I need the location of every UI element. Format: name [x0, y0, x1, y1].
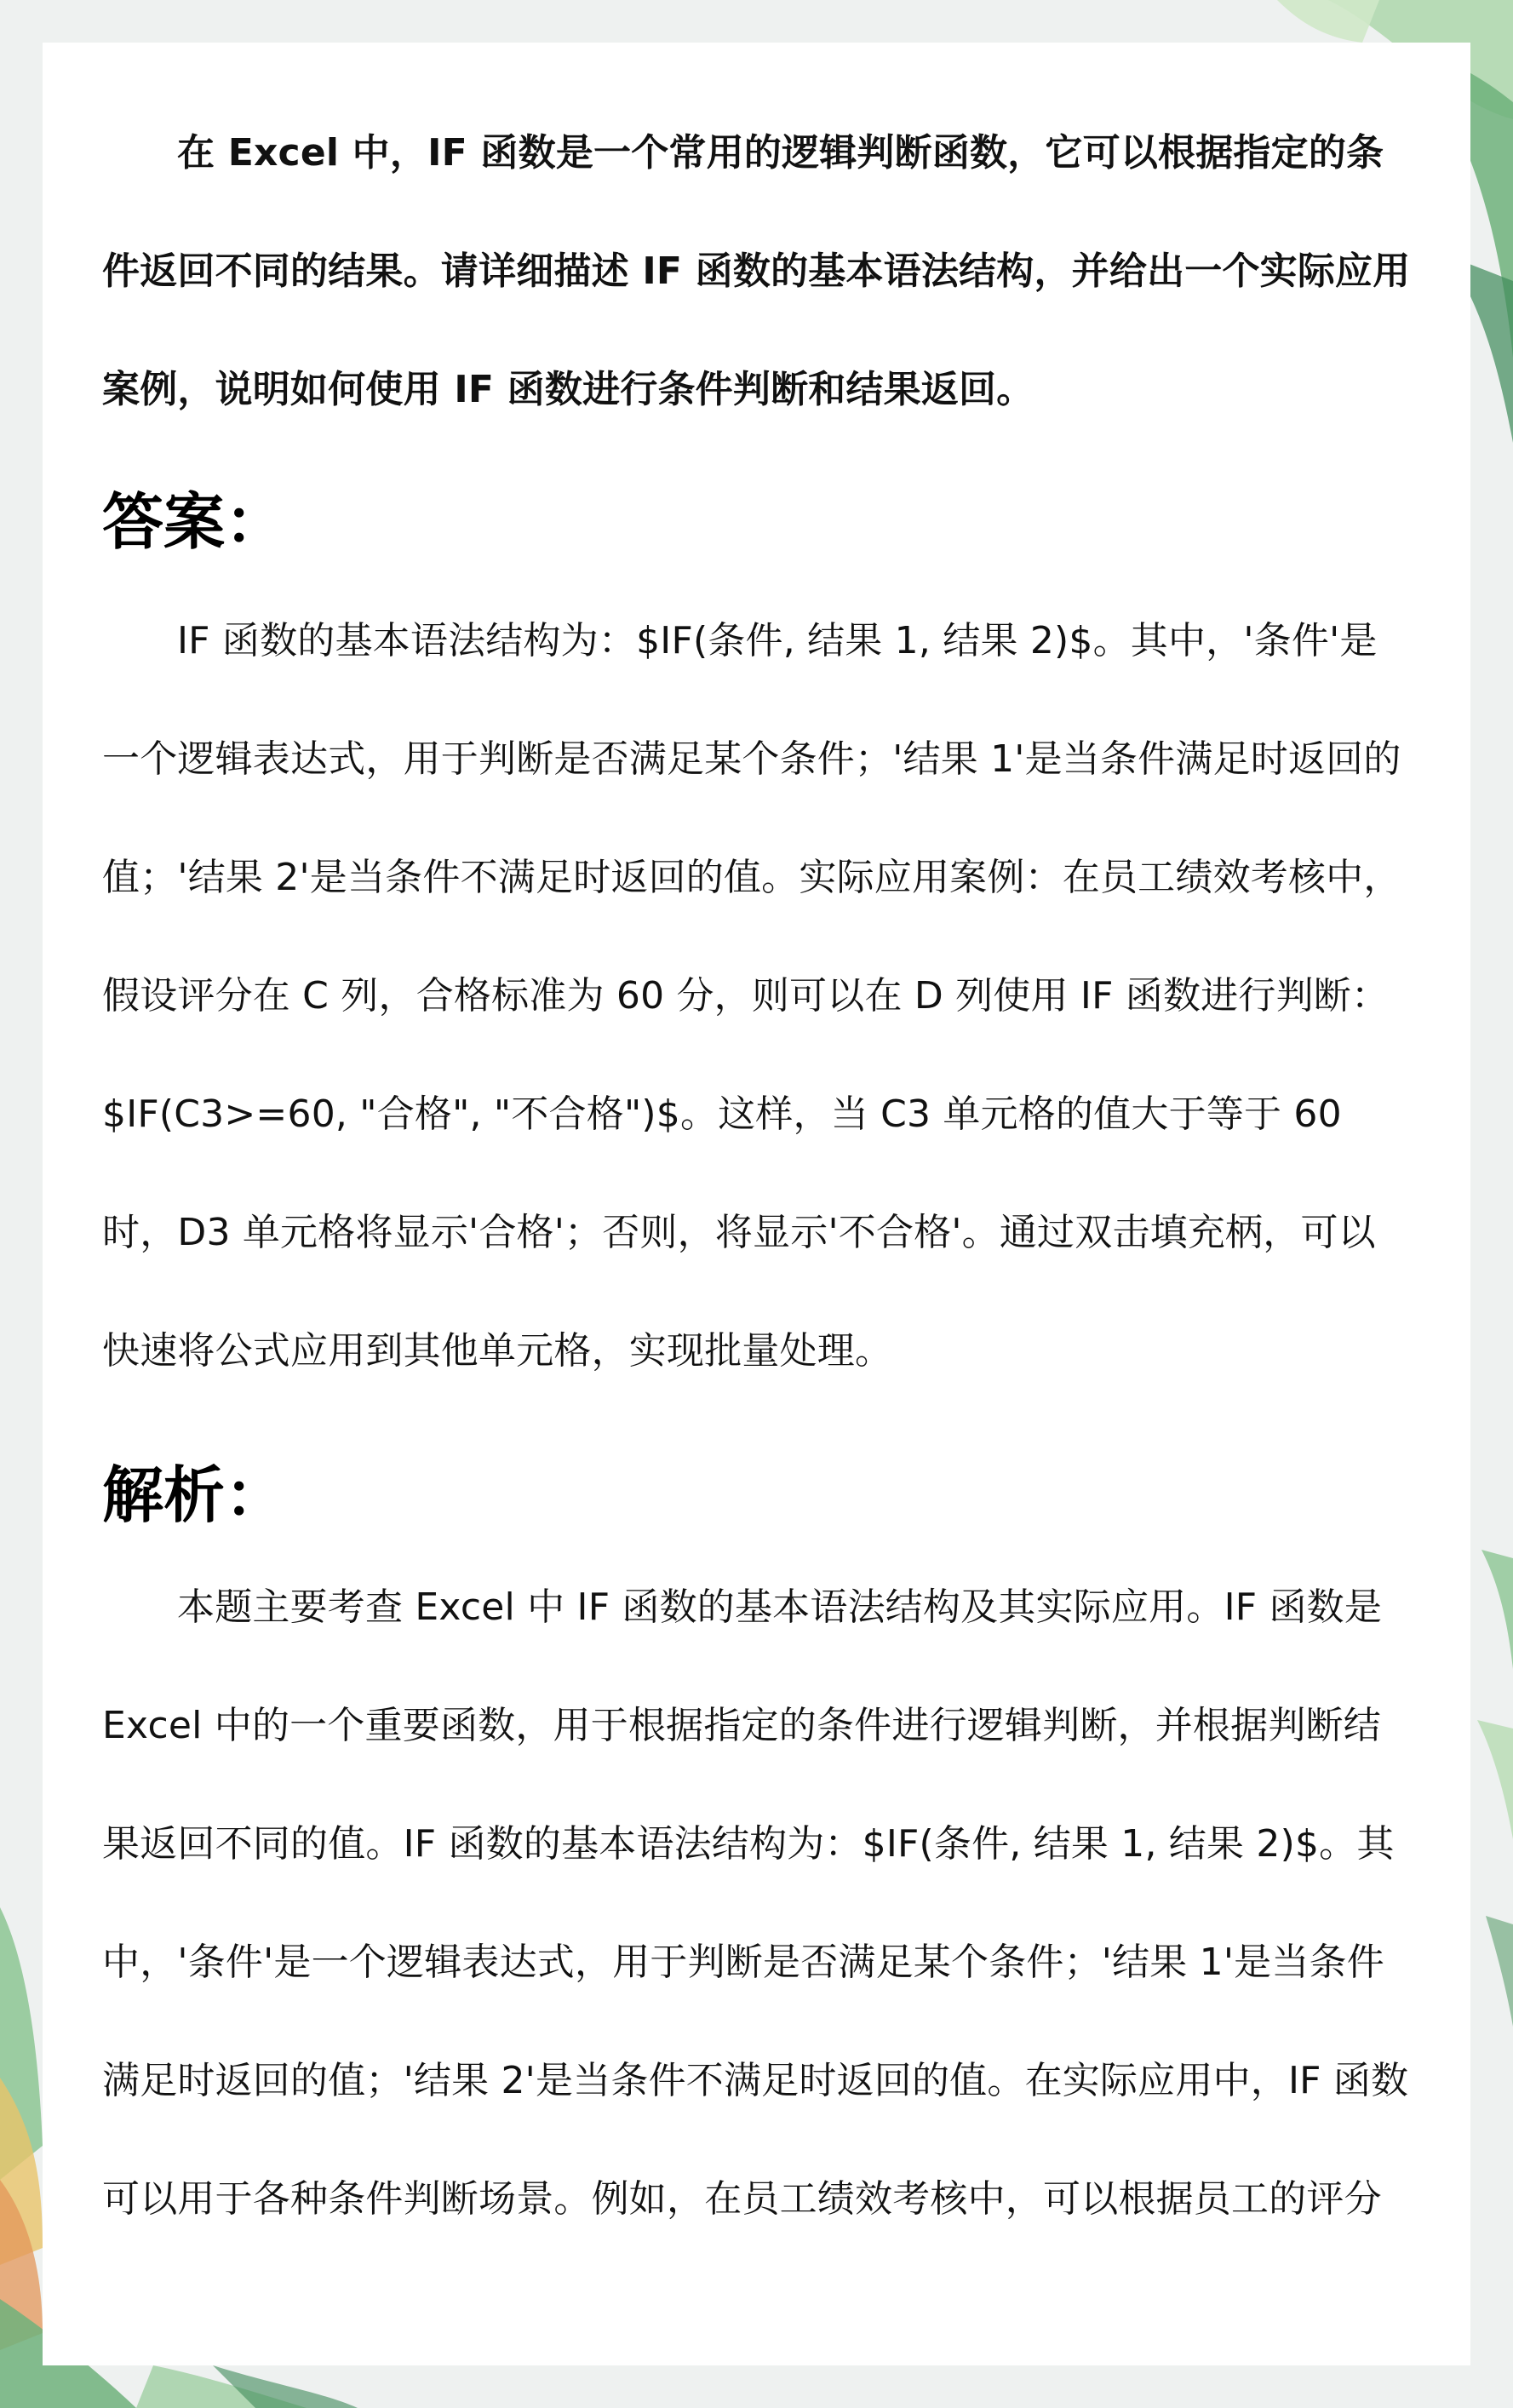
answer-text: IF 函数的基本语法结构为：$IF(条件, 结果 1, 结果 2)$。其中，'条件'是一个逻辑表达式，用于判断是否满足某个条件；'结果 1'是当条件满足时返回的值；'结果 2'是当条件不满足时返回的值。实际应用案例：在员工绩效考核中，假设评分在 C 列，合格标准为 60 分，则可以在 D 列使用 IF 函数进行判断：$IF(C3>=60, "合格", "不合格")$。这样，当 C3 单元格的值大于等于 60 时，D3 单元格将显示'合格'；否则，将显示'不合格'。通过双击填充柄，可以快速将公式应用到其他单元格，实现批量处理。: [102, 619, 1401, 1373]
leaf-bottom-center-icon: [136, 2365, 358, 2408]
content-card: [43, 43, 1470, 2365]
leaf-mid-right-icon: [1477, 1550, 1513, 2027]
analysis-heading: 解析：: [102, 1459, 287, 1531]
analysis-text: 本题主要考查 Excel 中 IF 函数的基本语法结构及其实际应用。IF 函数是 Excel 中的一个重要函数，用于根据指定的条件进行逻辑判断，并根据判断结果返回不同的值。IF 函数的基本语法结构为：$IF(条件, 结果 1, 结果 2)$。其中，'条件'是一个逻辑表达式，用于判断是否满足某个条件；'结果 1'是当条件满足时返回的值；'结果 2'是当条件不满足时返回的值。在实际应用中，IF 函数可以用于各种条件判断场景。例如，在员工绩效考核中，可以根据员工的评分: [102, 1585, 1409, 2221]
question-text: 在 Excel 中，IF 函数是一个常用的逻辑判断函数，它可以根据指定的条件返回不同的结果。请详细描述 IF 函数的基本语法结构，并给出一个实际应用案例，说明如何使用 IF 函数进行条件判断和结果返回。: [102, 131, 1411, 411]
answer-heading: 答案：: [102, 486, 287, 558]
